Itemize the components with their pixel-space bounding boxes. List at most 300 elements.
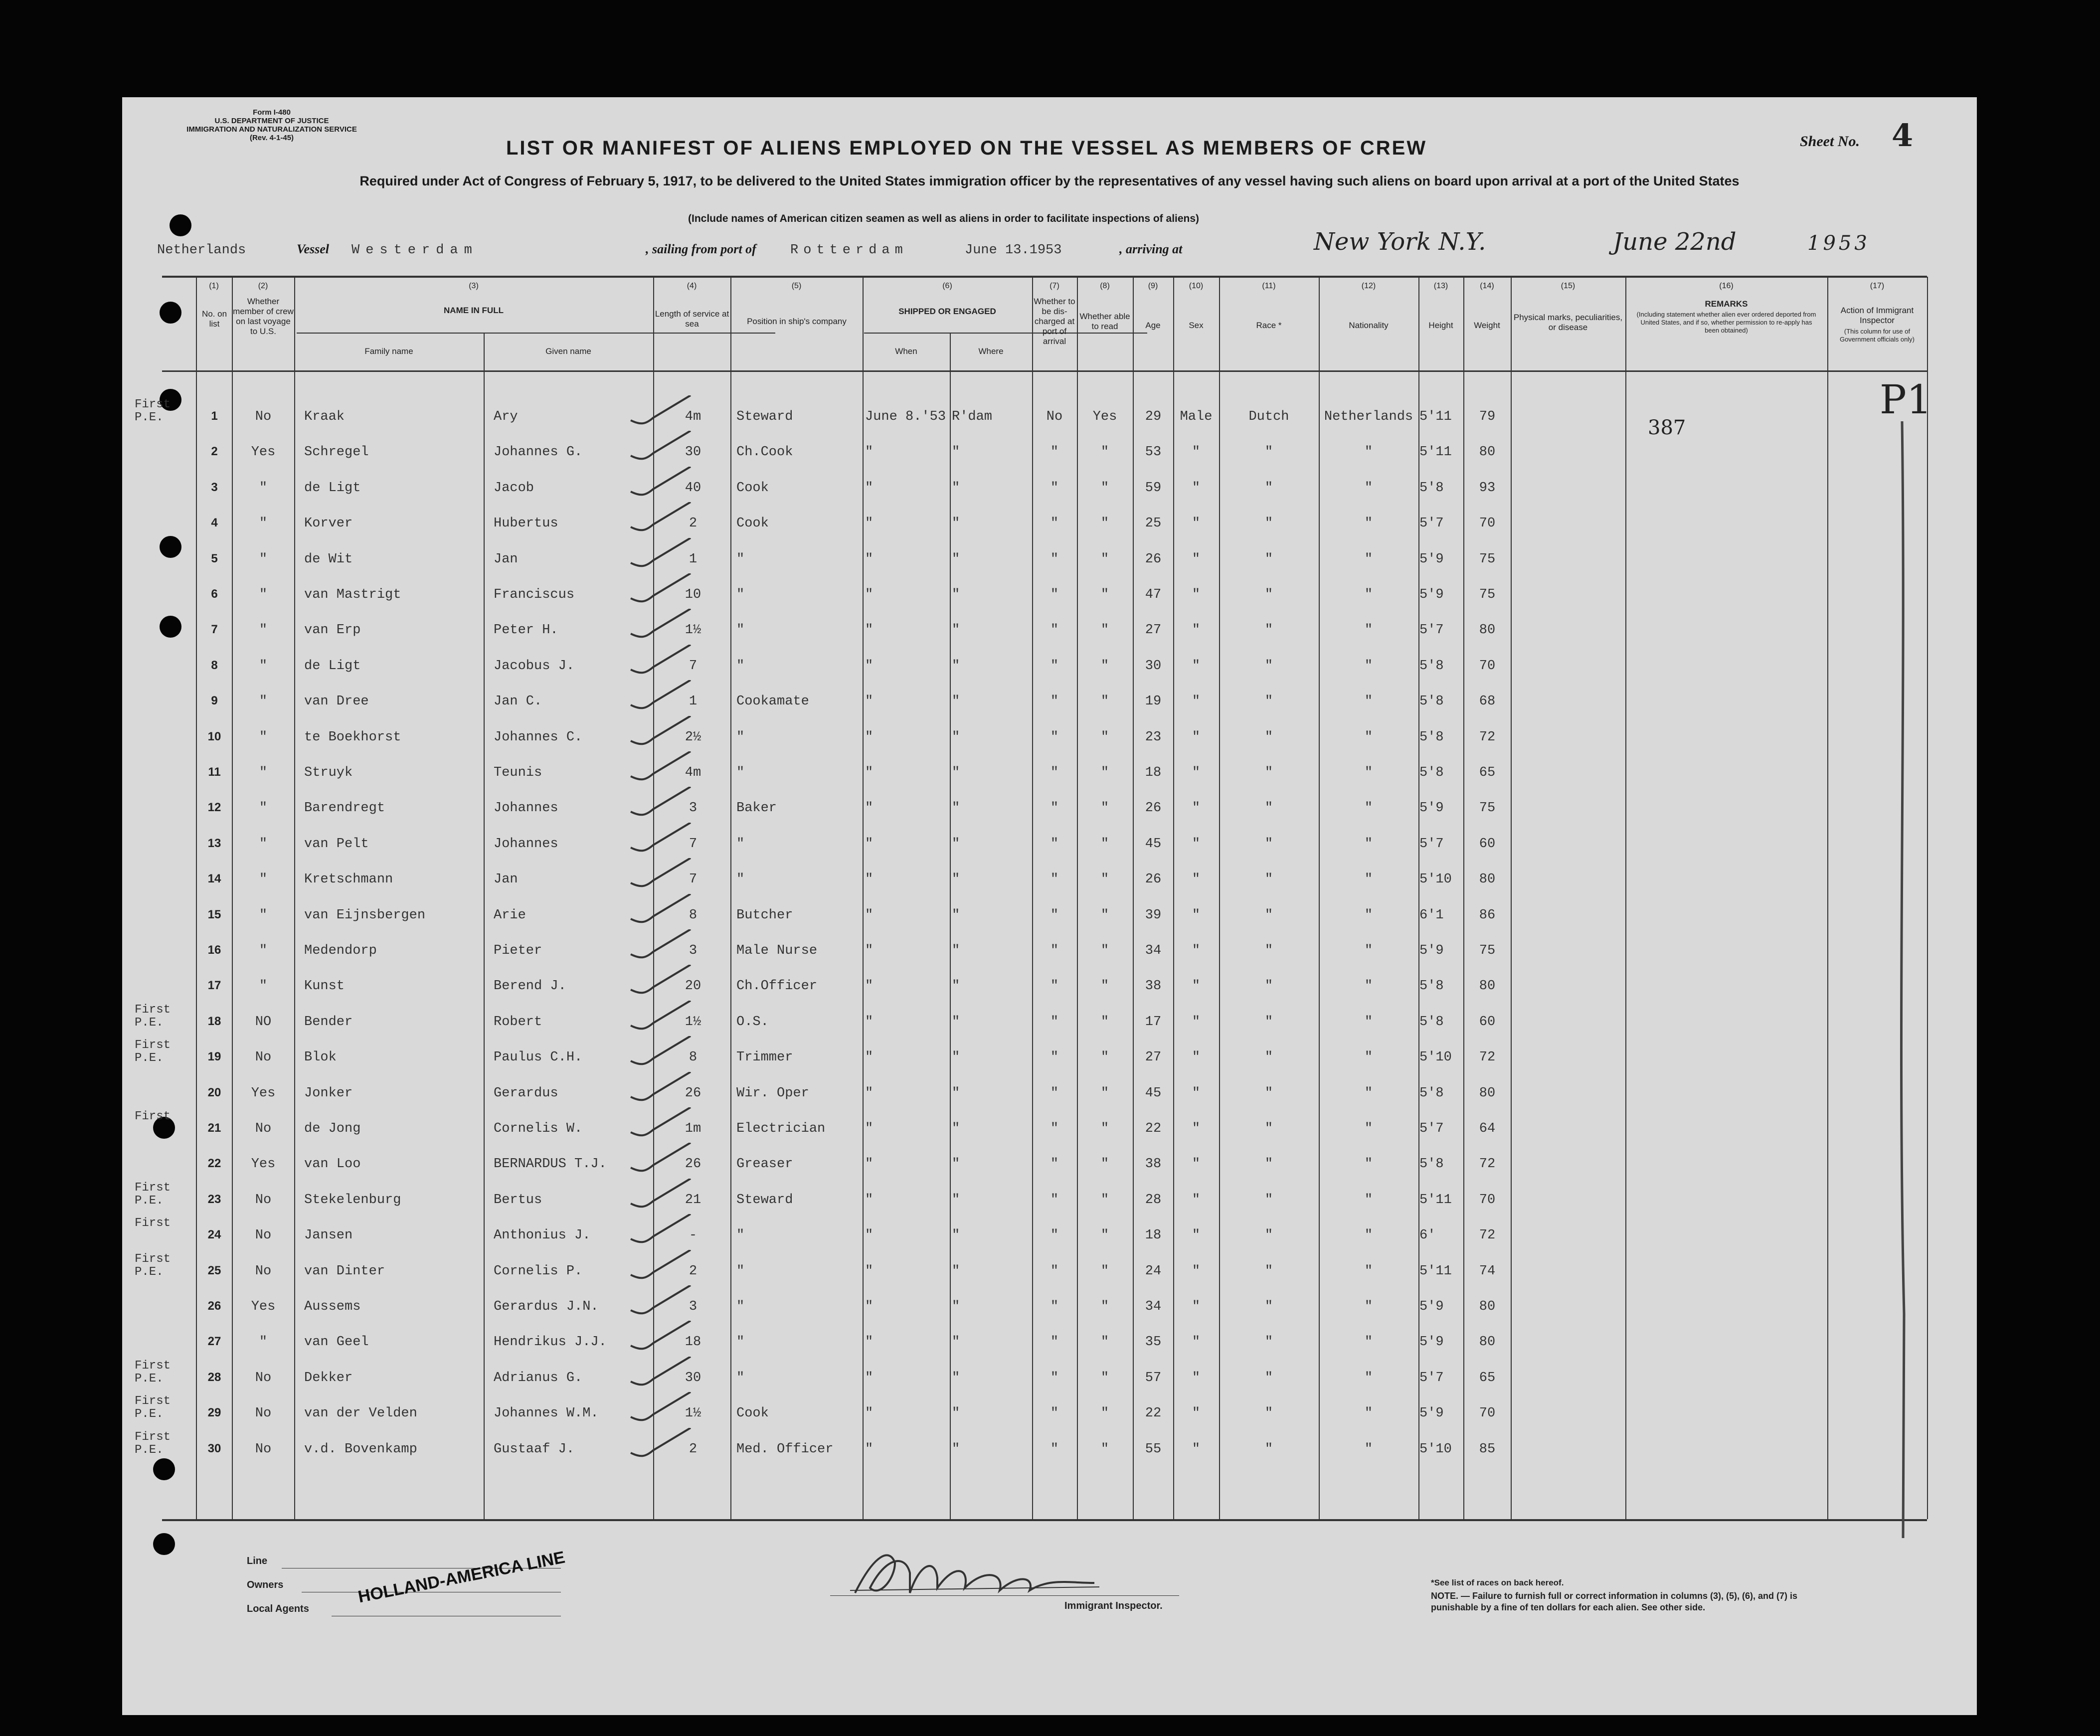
col-divider (950, 333, 951, 1519)
vessel-label: Vessel (297, 242, 329, 256)
cell-length: 1 (689, 694, 698, 709)
col-number: (11) (1262, 282, 1276, 290)
cell-disch: " (1050, 659, 1059, 674)
cell-when: June 8.'53 (865, 409, 946, 424)
cell-length: 8 (689, 908, 698, 923)
cell-read: " (1100, 908, 1109, 923)
cell-nat: " (1364, 1406, 1373, 1421)
cell-where: " (952, 1442, 960, 1457)
cell-given: Cornelis W. (494, 1121, 583, 1136)
cell-when: " (865, 765, 874, 780)
cell-given: Jan (494, 872, 518, 887)
cell-when: " (865, 1406, 874, 1421)
sailing-date: June 13.1953 (965, 243, 1062, 258)
cell-family: van Eijnsbergen (304, 908, 426, 923)
cell-sex: " (1192, 943, 1201, 958)
cell-height: 5'9 (1419, 587, 1444, 602)
header-race: Race * (1256, 321, 1282, 330)
cell-where: " (952, 1335, 960, 1350)
cell-family: Barendregt (304, 801, 385, 816)
punch-hole (153, 1458, 175, 1480)
cell-family: Kretschmann (304, 872, 393, 887)
cell-last: No (255, 1228, 272, 1243)
cell-position: Butcher (736, 908, 793, 923)
cell-length: 2 (689, 1442, 698, 1457)
col-number: (7) (1050, 282, 1059, 290)
cell-where: " (952, 872, 960, 887)
cell-when: " (865, 837, 874, 852)
cell-given: Berend J. (494, 979, 566, 994)
cell-nat: " (1364, 872, 1373, 887)
col-divider (1319, 277, 1320, 1519)
cell-no: 29 (207, 1406, 221, 1419)
cell-last: " (259, 730, 268, 745)
cell-weight: 70 (1479, 1406, 1496, 1421)
header-last-voyage: Whether member of crew on last voyage to U.S. (233, 297, 294, 336)
cell-weight: 79 (1479, 409, 1496, 424)
check-mark-icon (626, 1143, 696, 1178)
cell-nat: " (1364, 943, 1373, 958)
header-discharged: Whether to be dis-charged at port of arrival (1034, 297, 1075, 346)
cell-no: 11 (208, 765, 221, 779)
cell-where: " (952, 765, 960, 780)
cell-where: " (952, 1299, 960, 1314)
check-mark-icon (626, 680, 696, 715)
cell-read: " (1100, 1015, 1109, 1030)
cell-read: " (1100, 1335, 1109, 1350)
col-divider (1133, 277, 1134, 1519)
cell-weight: 86 (1479, 908, 1496, 923)
cell-given: Cornelis P. (494, 1264, 583, 1279)
cell-position: " (736, 1299, 745, 1314)
cell-disch: " (1050, 943, 1059, 958)
cell-position: Cook (736, 1406, 769, 1421)
cell-given: Johannes G. (494, 445, 583, 460)
cell-sex: " (1192, 1406, 1201, 1421)
cell-given: Johannes W.M. (494, 1406, 599, 1421)
cell-family: van Dinter (304, 1264, 385, 1279)
cell-disch: " (1050, 765, 1059, 780)
cell-read: " (1100, 1121, 1109, 1136)
cell-last: " (259, 623, 268, 638)
cell-height: 5'11 (1419, 1264, 1452, 1279)
cell-no: 2 (211, 445, 218, 458)
cell-read: " (1100, 552, 1109, 567)
check-mark-icon (626, 1250, 696, 1285)
cell-nat: " (1364, 730, 1373, 745)
cell-height: 6'1 (1419, 908, 1444, 923)
cell-no: 8 (211, 659, 218, 672)
cell-age: 30 (1145, 659, 1162, 674)
cell-sex: " (1192, 445, 1201, 460)
cell-disch: " (1050, 1050, 1059, 1065)
cell-length: 2 (689, 1264, 698, 1279)
cell-read: " (1100, 445, 1109, 460)
cell-length: 3 (689, 943, 698, 958)
cell-where: " (952, 1193, 960, 1208)
cell-disch: " (1050, 1157, 1059, 1172)
cell-length: 26 (685, 1086, 701, 1101)
cell-disch: No (1046, 409, 1063, 424)
cell-length: 18 (685, 1335, 701, 1350)
cell-when: " (865, 908, 874, 923)
cell-race: " (1264, 587, 1273, 602)
cell-length: 1m (685, 1121, 701, 1136)
table-bottom-border (162, 1519, 1927, 1521)
cell-height: 5'8 (1419, 730, 1444, 745)
cell-race: " (1264, 481, 1273, 496)
cell-disch: " (1050, 1299, 1059, 1314)
cell-weight: 93 (1479, 481, 1496, 496)
cell-age: 45 (1145, 837, 1162, 852)
cell-given: Franciscus (494, 587, 575, 602)
cell-last: " (259, 659, 268, 674)
punch-hole (160, 536, 181, 558)
cell-position: Ch.Cook (736, 445, 793, 460)
cell-nat: " (1364, 623, 1373, 638)
cell-read: " (1100, 979, 1109, 994)
cell-read: " (1100, 1442, 1109, 1457)
cell-when: " (865, 1015, 874, 1030)
cell-last: " (259, 481, 268, 496)
cell-age: 26 (1145, 801, 1162, 816)
cell-sex: " (1192, 801, 1201, 816)
cell-read: " (1100, 694, 1109, 709)
cell-length: 7 (689, 659, 698, 674)
cell-when: " (865, 801, 874, 816)
cell-when: " (865, 659, 874, 674)
cell-last: " (259, 587, 268, 602)
col-divider (1173, 277, 1174, 1519)
header-given-name: Given name (545, 347, 591, 356)
col-divider (1511, 277, 1512, 1519)
cell-when: " (865, 587, 874, 602)
sheet-number (1800, 117, 1913, 154)
cell-age: 18 (1145, 765, 1162, 780)
footer-owners-label: Owners (247, 1579, 284, 1590)
cell-read: " (1100, 659, 1109, 674)
cell-read: Yes (1092, 409, 1117, 424)
cell-position: Trimmer (736, 1050, 793, 1065)
cell-length: 7 (689, 872, 698, 887)
cell-when: " (865, 1335, 874, 1350)
cell-when: " (865, 445, 874, 460)
cell-age: 17 (1145, 1015, 1162, 1030)
cell-no: 17 (207, 979, 221, 992)
cell-where: " (952, 908, 960, 923)
cell-height: 5'7 (1419, 623, 1444, 638)
cell-position: " (736, 587, 745, 602)
cell-disch: " (1050, 445, 1059, 460)
header-no-on-list: No. on list (201, 309, 227, 329)
check-mark-icon (626, 431, 696, 466)
cell-family: Korver (304, 516, 353, 531)
cell-disch: " (1050, 1086, 1059, 1101)
cell-length: 30 (685, 445, 701, 460)
cell-sex: " (1192, 552, 1201, 567)
header-sex: Sex (1189, 321, 1204, 330)
header-family-name: Family name (364, 347, 413, 356)
cell-where: " (952, 837, 960, 852)
cell-age: 47 (1145, 587, 1162, 602)
cell-last: No (255, 1406, 272, 1421)
cell-race: " (1264, 694, 1273, 709)
cell-no: 3 (211, 481, 218, 494)
cell-sex: " (1192, 1335, 1201, 1350)
holland-america-stamp: HOLLAND-AMERICA LINE (356, 1548, 567, 1607)
cell-length: 3 (689, 801, 698, 816)
cell-given: Jacob (494, 481, 534, 496)
cell-no: 4 (211, 516, 218, 529)
cell-sex: " (1192, 1086, 1201, 1101)
inspector-signature (835, 1543, 1114, 1608)
check-mark-icon (626, 573, 696, 608)
cell-age: 26 (1145, 552, 1162, 567)
cell-length: 2½ (685, 730, 701, 745)
cell-height: 5'8 (1419, 659, 1444, 674)
cell-nat: " (1364, 1442, 1373, 1457)
cell-last: " (259, 872, 268, 887)
cell-position: Steward (736, 1193, 793, 1208)
cell-weight: 80 (1479, 1299, 1496, 1314)
cell-when: " (865, 1050, 874, 1065)
cell-length: 7 (689, 837, 698, 852)
col-divider (1032, 277, 1033, 1519)
cell-given: Adrianus G. (494, 1371, 583, 1386)
cell-disch: " (1050, 587, 1059, 602)
cell-last: " (259, 908, 268, 923)
action-stroke (1867, 416, 1927, 1543)
cell-length: 10 (685, 587, 701, 602)
cell-weight: 75 (1479, 552, 1496, 567)
check-mark-icon (626, 1036, 696, 1071)
cell-given: Ary (494, 409, 518, 424)
cell-sex: " (1192, 481, 1201, 496)
cell-height: 5'8 (1419, 979, 1444, 994)
col-divider (196, 277, 197, 1519)
cell-height: 5'7 (1419, 837, 1444, 852)
cell-when: " (865, 1371, 874, 1386)
cell-where: " (952, 445, 960, 460)
cell-family: de Ligt (304, 481, 361, 496)
cell-read: " (1100, 1193, 1109, 1208)
cell-position: Male Nurse (736, 943, 818, 958)
cell-given: Jan C. (494, 694, 542, 709)
cell-last: " (259, 552, 268, 567)
cell-length: 3 (689, 1299, 698, 1314)
cell-position: " (736, 1371, 745, 1386)
col-divider (863, 277, 864, 1519)
cell-given: Hendrikus J.J. (494, 1335, 607, 1350)
cell-position: Steward (736, 409, 793, 424)
cell-weight: 60 (1479, 837, 1496, 852)
cell-last: No (255, 1193, 272, 1208)
cell-height: 5'8 (1419, 481, 1444, 496)
cell-weight: 80 (1479, 623, 1496, 638)
col-divider (730, 277, 731, 1519)
cell-where: " (952, 516, 960, 531)
cell-where: " (952, 1228, 960, 1243)
cell-where: " (952, 1406, 960, 1421)
cell-last: " (259, 765, 268, 780)
cell-nat: " (1364, 1121, 1373, 1136)
cell-nat: " (1364, 552, 1373, 567)
col-divider (1927, 277, 1928, 1519)
cell-race: " (1264, 659, 1273, 674)
cell-age: 26 (1145, 872, 1162, 887)
cell-where: " (952, 1086, 960, 1101)
cell-age: 25 (1145, 516, 1162, 531)
cell-no: 6 (211, 587, 218, 601)
cell-where: " (952, 481, 960, 496)
cell-when: " (865, 979, 874, 994)
cell-read: " (1100, 1371, 1109, 1386)
col-number: (13) (1433, 282, 1448, 290)
cell-height: 5'10 (1419, 1050, 1452, 1065)
cell-disch: " (1050, 1406, 1059, 1421)
cell-length: 1½ (685, 1015, 701, 1030)
cell-sex: " (1192, 872, 1201, 887)
check-mark-icon (626, 787, 696, 822)
cell-race: " (1264, 765, 1273, 780)
punch-hole (160, 302, 181, 324)
cell-no: 12 (207, 801, 221, 814)
cell-weight: 70 (1479, 659, 1496, 674)
cell-disch: " (1050, 623, 1059, 638)
cell-height: 5'8 (1419, 1086, 1444, 1101)
cell-when: " (865, 1193, 874, 1208)
document-subtitle: Required under Act of Congress of February 5, 1917, to be delivered to the United States immigration officer by the representatives of any vessel having such aliens on board upon arrival at a port of the United States (359, 174, 1740, 188)
cell-race: " (1264, 1015, 1273, 1030)
cell-age: 35 (1145, 1335, 1162, 1350)
cell-weight: 70 (1479, 1193, 1496, 1208)
cell-race: " (1264, 1264, 1273, 1279)
header-when: When (895, 347, 917, 356)
check-mark-icon (626, 1179, 696, 1214)
cell-disch: " (1050, 730, 1059, 745)
check-mark-icon (626, 894, 696, 929)
cell-when: " (865, 1086, 874, 1101)
cell-read: " (1100, 1264, 1109, 1279)
cell-family: Bender (304, 1015, 353, 1030)
check-mark-icon (626, 502, 696, 537)
cell-race: " (1264, 1406, 1273, 1421)
cell-sex: " (1192, 587, 1201, 602)
cell-where: " (952, 1015, 960, 1030)
cell-family: van Erp (304, 623, 361, 638)
cell-where: " (952, 1264, 960, 1279)
cell-sex: " (1192, 1015, 1201, 1030)
class-note: First P.E. (135, 1003, 171, 1030)
cell-age: 34 (1145, 1299, 1162, 1314)
cell-last: " (259, 837, 268, 852)
cell-family: Aussems (304, 1299, 361, 1314)
col-number: (17) (1870, 282, 1885, 290)
remark-row-1: 387 (1648, 416, 1686, 439)
form-department: U.S. DEPARTMENT OF JUSTICE (214, 117, 329, 125)
cell-sex: " (1192, 1371, 1201, 1386)
cell-family: de Jong (304, 1121, 361, 1136)
class-note: First P.E. (135, 1430, 171, 1457)
cell-age: 24 (1145, 1264, 1162, 1279)
cell-when: " (865, 1157, 874, 1172)
cell-where: " (952, 730, 960, 745)
header-physical-marks: Physical marks, peculiarities, or disease (1513, 313, 1623, 332)
check-mark-icon (626, 716, 696, 751)
col-number: (5) (791, 282, 802, 290)
cell-weight: 72 (1479, 1157, 1496, 1172)
cell-disch: " (1050, 979, 1059, 994)
inspector-label: Immigrant Inspector. (1064, 1600, 1163, 1611)
col-number: (12) (1361, 282, 1376, 290)
cell-last: " (259, 943, 268, 958)
shipped-subheader-line (864, 333, 1147, 334)
cell-height: 5'8 (1419, 1157, 1444, 1172)
cell-no: 1 (211, 409, 218, 423)
cell-nat: " (1364, 1299, 1373, 1314)
cell-race: " (1264, 801, 1273, 816)
cell-race: " (1264, 1086, 1273, 1101)
cell-sex: " (1192, 1299, 1201, 1314)
cell-race: " (1264, 730, 1273, 745)
form-identifier (167, 108, 376, 142)
cell-read: " (1100, 801, 1109, 816)
punch-hole (160, 616, 181, 638)
check-mark-icon (626, 1214, 696, 1249)
cell-family: Jansen (304, 1228, 353, 1243)
arriving-label: , arriving at (1119, 242, 1183, 256)
cell-nat: " (1364, 659, 1373, 674)
header-remarks-note: (Including statement whether alien ever ordered deported from United States, and if so, whether permission to re-apply has been obtained) (1636, 311, 1816, 334)
cell-last: No (255, 1121, 272, 1136)
cell-last: No (255, 1050, 272, 1065)
check-mark-icon (626, 1321, 696, 1356)
cell-no: 15 (207, 908, 221, 921)
col-divider (294, 277, 295, 1519)
cell-where: " (952, 979, 960, 994)
cell-given: Gustaaf J. (494, 1442, 575, 1457)
cell-position: Baker (736, 801, 777, 816)
col-divider (1625, 277, 1626, 1519)
cell-family: van Mastrigt (304, 587, 401, 602)
cell-no: 22 (207, 1157, 221, 1170)
header-age: Age (1145, 321, 1161, 330)
cell-position: " (736, 552, 745, 567)
cell-last: " (259, 516, 268, 531)
cell-weight: 80 (1479, 445, 1496, 460)
cell-when: " (865, 516, 874, 531)
cell-read: " (1100, 1406, 1109, 1421)
cell-given: Arie (494, 908, 526, 923)
cell-age: 57 (1145, 1371, 1162, 1386)
cell-family: van Geel (304, 1335, 369, 1350)
cell-family: Schregel (304, 445, 369, 460)
cell-no: 27 (207, 1335, 221, 1348)
cell-given: Pieter (494, 943, 542, 958)
cell-length: 30 (685, 1371, 701, 1386)
cell-sex: " (1192, 1157, 1201, 1172)
cell-no: 21 (207, 1121, 221, 1135)
cell-family: van der Velden (304, 1406, 417, 1421)
cell-height: 5'9 (1419, 1335, 1444, 1350)
cell-race: " (1264, 623, 1273, 638)
cell-sex: " (1192, 659, 1201, 674)
cell-no: 10 (207, 730, 221, 743)
cell-sex: " (1192, 1442, 1201, 1457)
cell-nat: " (1364, 516, 1373, 531)
cell-weight: 65 (1479, 765, 1496, 780)
cell-length: 4m (685, 765, 701, 780)
